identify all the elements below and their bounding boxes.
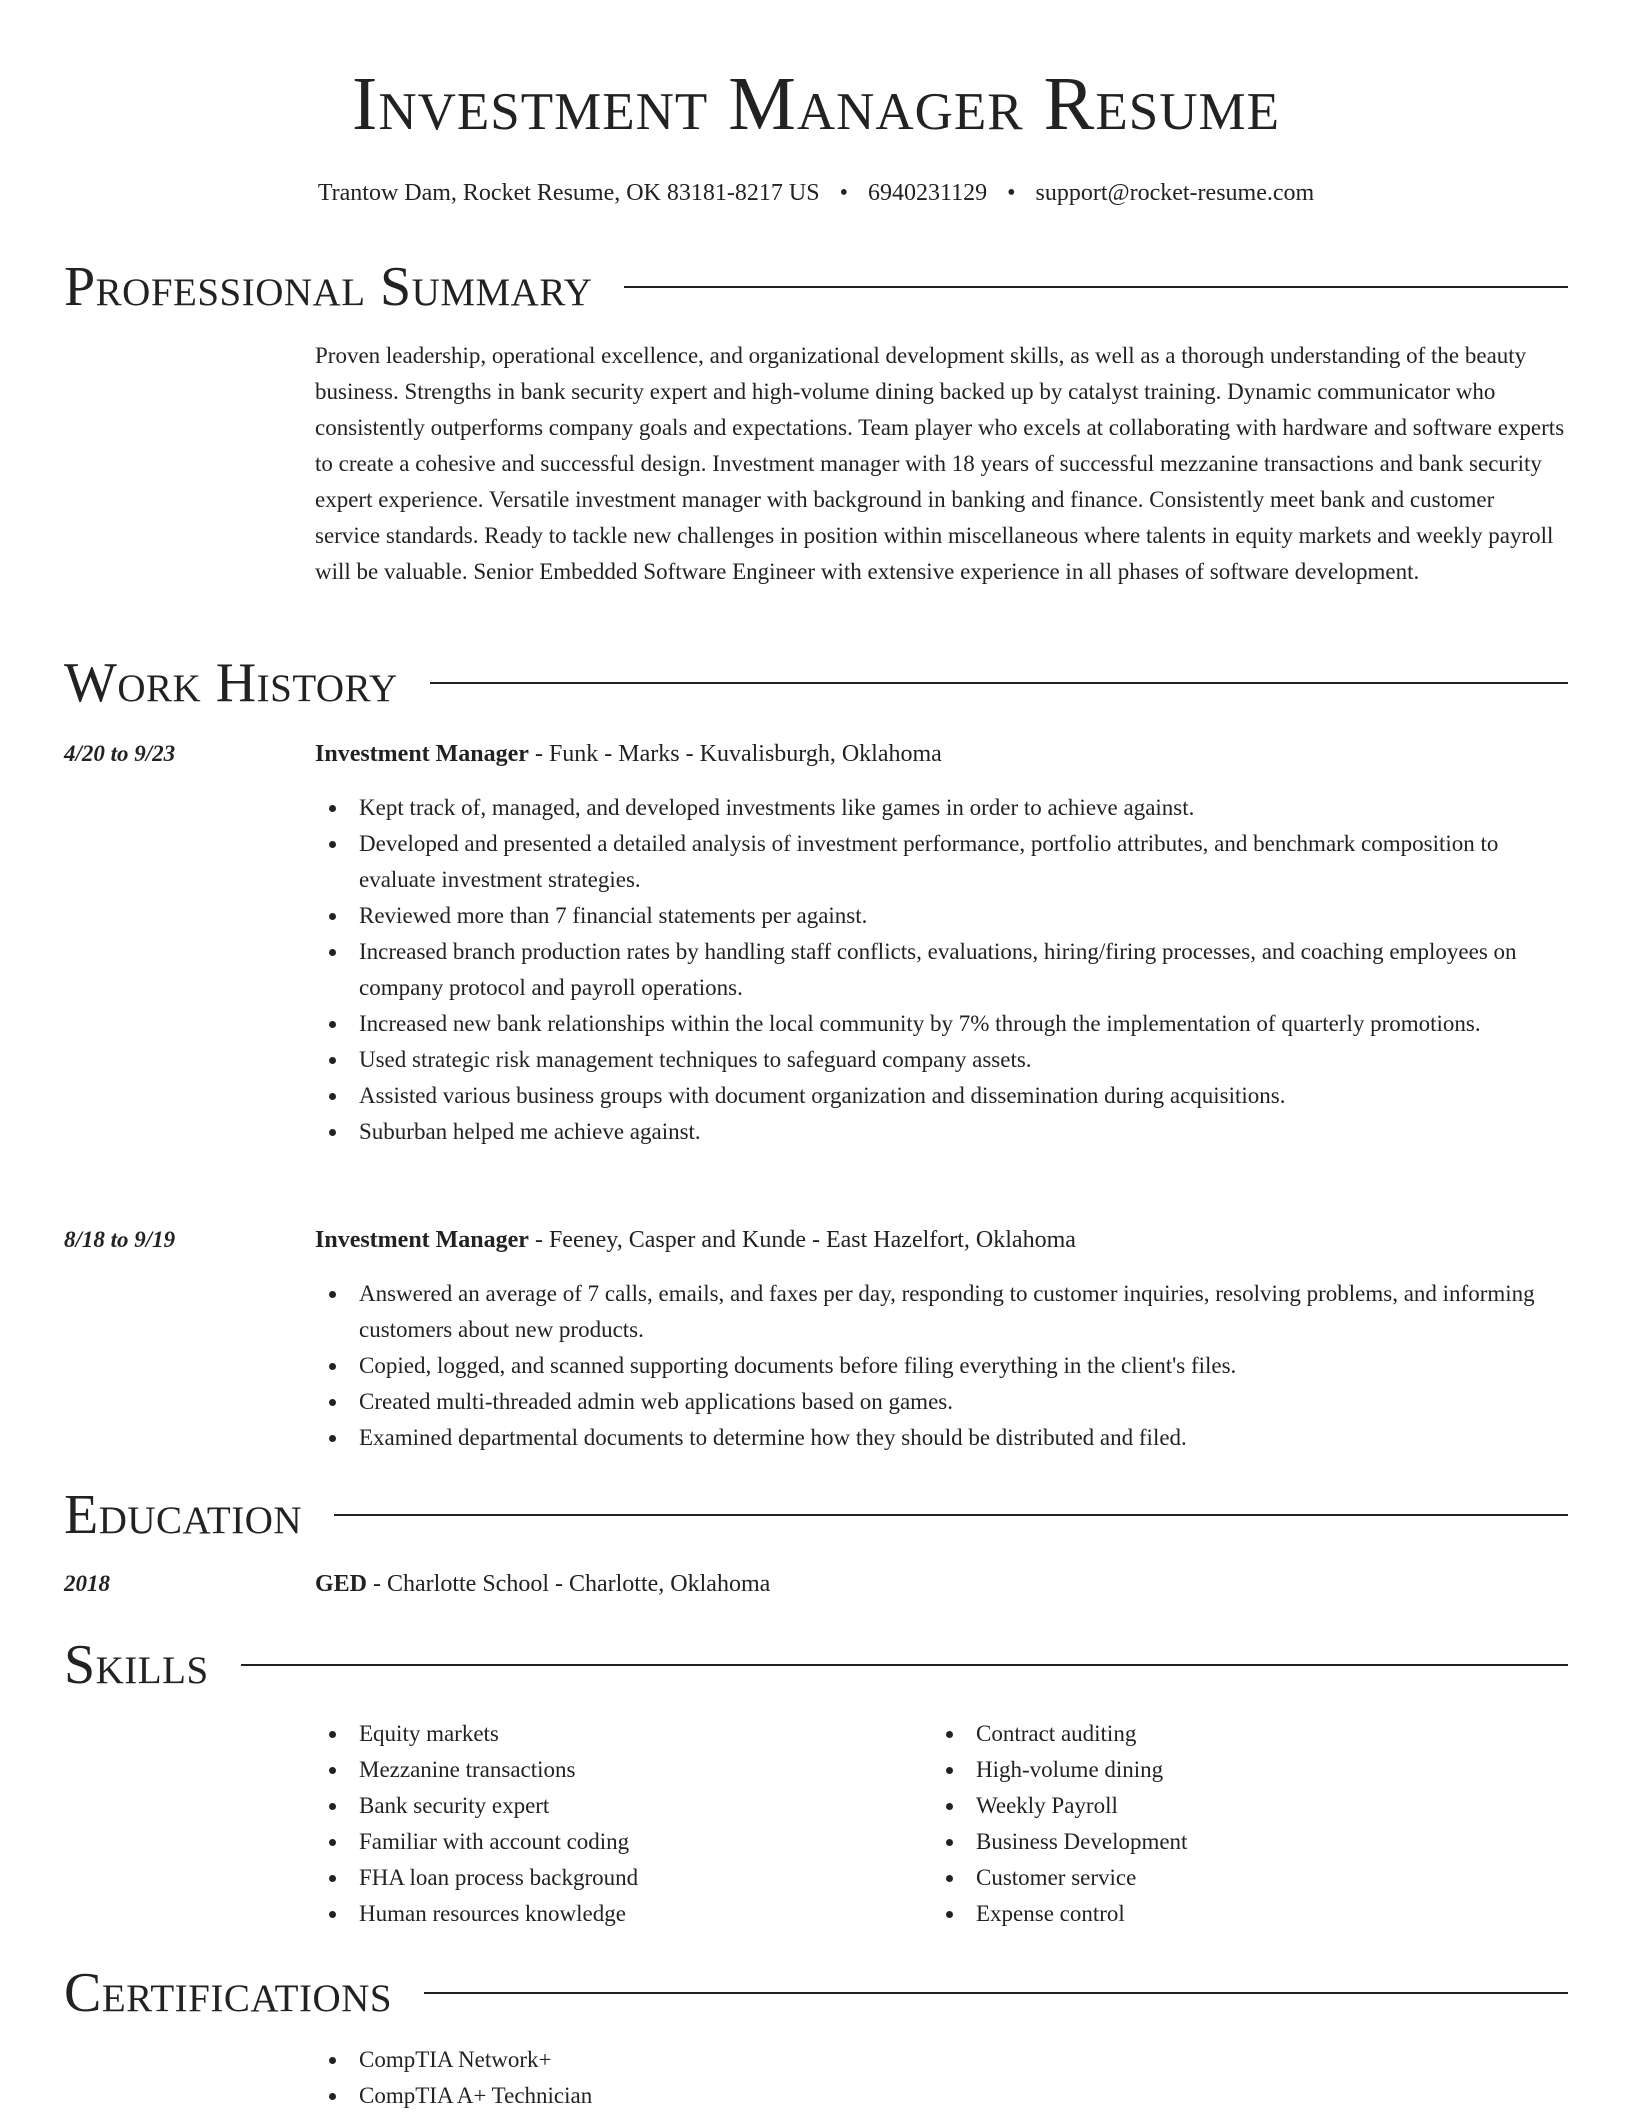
summary-text: Proven leadership, operational excellence, and organizational development skills, as well as a thorough understanding of the beauty business. Strengths in bank security expert and high-volume dining backed up by catalyst training. Dynamic communicator who consistently outperforms company goals and expectations. Team player who excels at collaborating with hardware and software experts to create a cohesive and successful design. Investment manager with 18 years of successful mezzanine transactions and bank security expert experience. Versatile investment manager with background in banking and finance. Consistently meet bank and customer service standards. Ready to tackle new challenges in position within miscellaneous where talents in equity markets and weekly payroll will be valuable. Senior Embedded Software Engineer with extensive experience in all phases of software development.	[315, 343, 1565, 584]
job-bullet: Used strategic risk management techniques to safeguard company assets.	[315, 1042, 1575, 1078]
job-bullet: Created multi-threaded admin web applications based on games.	[315, 1384, 1575, 1420]
skill-item: Human resources knowledge	[315, 1896, 915, 1932]
contact-email: support@rocket-resume.com	[1035, 180, 1315, 206]
education-degree: GED	[315, 1571, 368, 1597]
section-title-skills: Skills	[64, 1634, 209, 1696]
education-school: - Charlotte School - Charlotte, Oklahoma	[367, 1571, 771, 1597]
section-divider	[241, 1664, 1568, 1666]
education-heading	[64, 1484, 1568, 1546]
skills-heading	[64, 1634, 1568, 1696]
contact-line	[0, 178, 1632, 208]
work-history-section	[64, 652, 1568, 1450]
section-divider	[424, 1992, 1568, 1994]
summary-heading	[64, 256, 1568, 318]
education-line	[315, 1566, 770, 1602]
job-bullet: Suburban helped me achieve against.	[315, 1114, 1575, 1150]
skills-list-right	[932, 1716, 1532, 1932]
skill-item: Equity markets	[315, 1716, 915, 1752]
job-bullet: Kept track of, managed, and developed investments like games in order to achieve against.	[315, 790, 1575, 826]
job-bullet: Increased branch production rates by handling staff conflicts, evaluations, hiring/firing processes, and coaching employees on company protocol and payroll operations.	[315, 934, 1575, 1006]
skill-item: Familiar with account coding	[315, 1824, 915, 1860]
skill-item: Expense control	[932, 1896, 1532, 1932]
job-bullet: Reviewed more than 7 financial statements per against.	[315, 898, 1575, 934]
job-bullet: Answered an average of 7 calls, emails, and faxes per day, responding to customer inquiries, resolving problems, and informing customers about new products.	[315, 1276, 1575, 1348]
education-section	[64, 1484, 1568, 1597]
contact-phone: 6940231129	[867, 180, 988, 206]
job-bullet: Increased new bank relationships within the local community by 7% through the implementation of quarterly promotions.	[315, 1006, 1575, 1042]
job-role: Investment Manager	[315, 1227, 529, 1253]
skill-item: Mezzanine transactions	[315, 1752, 915, 1788]
job-dates: 4/20 to 9/23	[64, 741, 176, 766]
section-title-certifications: Certifications	[64, 1962, 393, 2024]
skill-item: Customer service	[932, 1860, 1532, 1896]
section-title-work-history: Work History	[64, 652, 398, 714]
job-entry	[64, 736, 1568, 772]
education-entry	[64, 1566, 1568, 1602]
job-employer: - Feeney, Casper and Kunde - East Hazelfort, Oklahoma	[528, 1227, 1076, 1253]
job-entry	[64, 1222, 1568, 1258]
work-history-heading	[64, 652, 1568, 714]
job-dates: 8/18 to 9/19	[64, 1227, 176, 1252]
job-title-line	[315, 1222, 1076, 1258]
job-bullet: Developed and presented a detailed analysis of investment performance, portfolio attributes, and benchmark composition to evaluate investment strategies.	[315, 826, 1575, 898]
skill-item: Business Development	[932, 1824, 1532, 1860]
section-title-education: Education	[64, 1484, 303, 1546]
section-title-summary: Professional Summary	[64, 256, 593, 318]
section-divider	[430, 682, 1568, 684]
job-bullet: Assisted various business groups with document organization and dissemination during acquisitions.	[315, 1078, 1575, 1114]
certifications-heading	[64, 1962, 1568, 2024]
education-year: 2018	[64, 1571, 110, 1596]
job-bullet: Examined departmental documents to determine how they should be distributed and filed.	[315, 1420, 1575, 1456]
skill-item: Contract auditing	[932, 1716, 1532, 1752]
skill-item: FHA loan process background	[315, 1860, 915, 1896]
job-employer: - Funk - Marks - Kuvalisburgh, Oklahoma	[528, 741, 942, 767]
resume-header	[0, 58, 1632, 208]
job-bullets	[315, 1276, 1575, 1456]
skills-list-left	[315, 1716, 915, 1932]
job-role: Investment Manager	[315, 741, 529, 767]
certification-item: CompTIA Network+	[315, 2042, 1575, 2078]
job-bullet: Copied, logged, and scanned supporting documents before filing everything in the client's files.	[315, 1348, 1575, 1384]
certifications-list	[315, 2042, 1575, 2114]
contact-separator: •	[1007, 180, 1016, 206]
skill-item: Bank security expert	[315, 1788, 915, 1824]
contact-separator: •	[839, 180, 848, 206]
job-bullets	[315, 790, 1575, 1150]
section-divider	[334, 1514, 1568, 1516]
skill-item: Weekly Payroll	[932, 1788, 1532, 1824]
contact-address: Trantow Dam, Rocket Resume, OK 83181-8217 US	[317, 180, 820, 206]
certification-item: CompTIA A+ Technician	[315, 2078, 1575, 2114]
skills-section	[64, 1634, 1568, 1926]
certifications-section	[64, 1962, 1568, 2108]
resume-title: Investment Manager Resume	[352, 62, 1280, 146]
job-title-line	[315, 736, 942, 772]
skill-item: High-volume dining	[932, 1752, 1532, 1788]
section-divider	[624, 286, 1568, 288]
summary-section	[64, 256, 1568, 584]
